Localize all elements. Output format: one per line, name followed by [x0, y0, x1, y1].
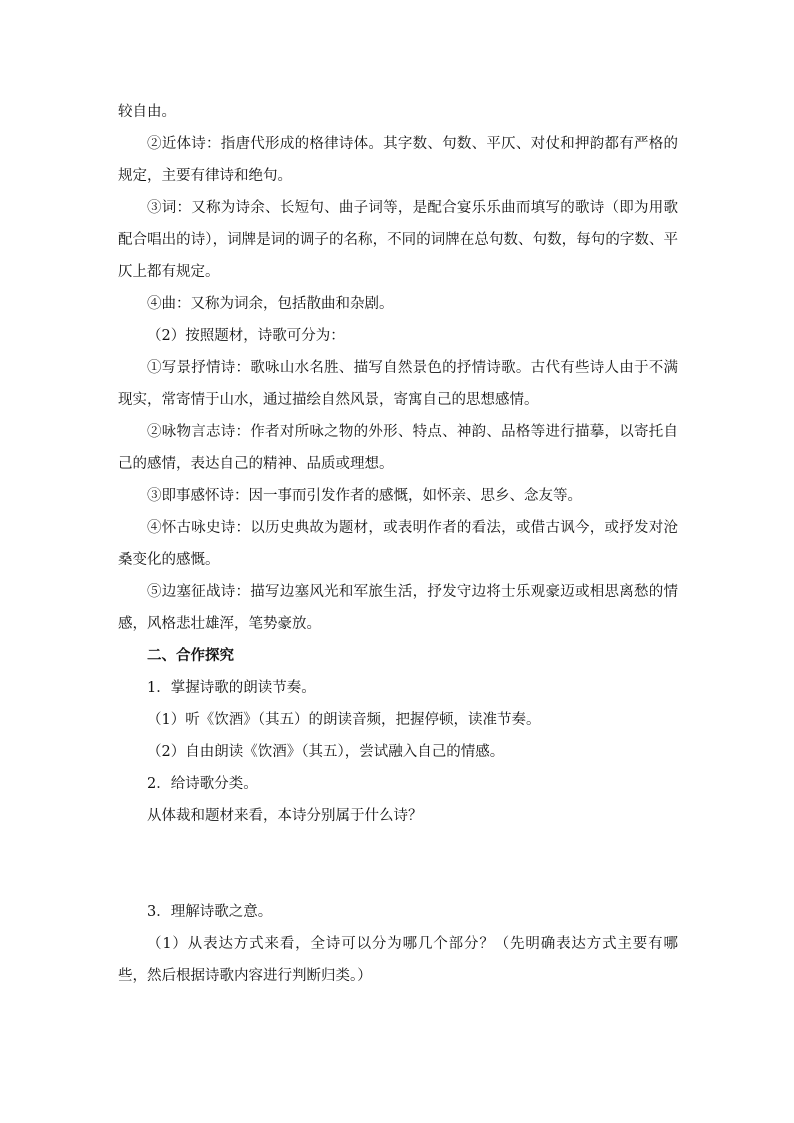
paragraph-frontier-poem: ⑤边塞征战诗：描写边塞风光和军旅生活，抒发守边将士乐观豪迈或相思离愁的情感，风格悲壮雄浑，笔势豪放。 — [118, 584, 678, 632]
paragraph-landscape-poem: ①写景抒情诗：歌咏山水名胜、描写自然景色的抒情诗歌。古代有些诗人由于不满现实，常寄情于山水，通过描绘自然风景，寄寓自己的思想感情。 — [118, 360, 678, 408]
paragraph-object-poem: ②咏物言志诗：作者对所咏之物的外形、特点、神韵、品格等进行描摹，以寄托自己的感情，表达自己的精神、品质或理想。 — [118, 424, 678, 472]
question-1-part-2: （2）自由朗读《饮酒》（其五），尝试融入自己的情感。 — [147, 744, 505, 760]
question-3-part-1: （1）从表达方式来看，全诗可以分为哪几个部分？（先明确表达方式主要有哪些，然后根据诗歌内容进行判断归类。） — [118, 936, 678, 984]
paragraph-subject-heading: （2）按照题材，诗歌可分为： — [147, 328, 345, 344]
paragraph-continuation: 较自由。 — [118, 104, 176, 120]
document-body — [118, 96, 678, 992]
paragraph-ci: ③词：又称为诗余、长短句、曲子词等，是配合宴乐乐曲而填写的歌诗（即为用歌配合唱出的诗），词牌是词的调子的名称，不同的词牌在总句数、句数，每句的字数、平仄上都有规定。 — [118, 200, 678, 280]
question-2: 2．给诗歌分类。 — [147, 776, 258, 792]
question-3: 3．理解诗歌之意。 — [147, 904, 273, 920]
question-1: 1．掌握诗歌的朗读节奏。 — [147, 680, 316, 696]
paragraph-history-poem: ④怀古咏史诗：以历史典故为题材，或表明作者的看法，或借古讽今，或抒发对沧桑变化的感慨。 — [118, 520, 678, 568]
section-heading: 二、合作探究 — [147, 647, 234, 664]
paragraph-event-poem: ③即事感怀诗：因一事而引发作者的感慨，如怀亲、思乡、念友等。 — [147, 488, 582, 504]
question-1-part-1: （1）听《饮酒》（其五）的朗读音频，把握停顿，读准节奏。 — [147, 712, 541, 728]
paragraph-qu: ④曲：又称为词余，包括散曲和杂剧。 — [147, 296, 394, 312]
answer-space — [118, 832, 678, 896]
question-2-prompt: 从体裁和题材来看，本诗分别属于什么诗？ — [147, 808, 423, 824]
paragraph-jintishi: ②近体诗：指唐代形成的格律诗体。其字数、句数、平仄、对仗和押韵都有严格的规定，主要有律诗和绝句。 — [118, 136, 678, 184]
